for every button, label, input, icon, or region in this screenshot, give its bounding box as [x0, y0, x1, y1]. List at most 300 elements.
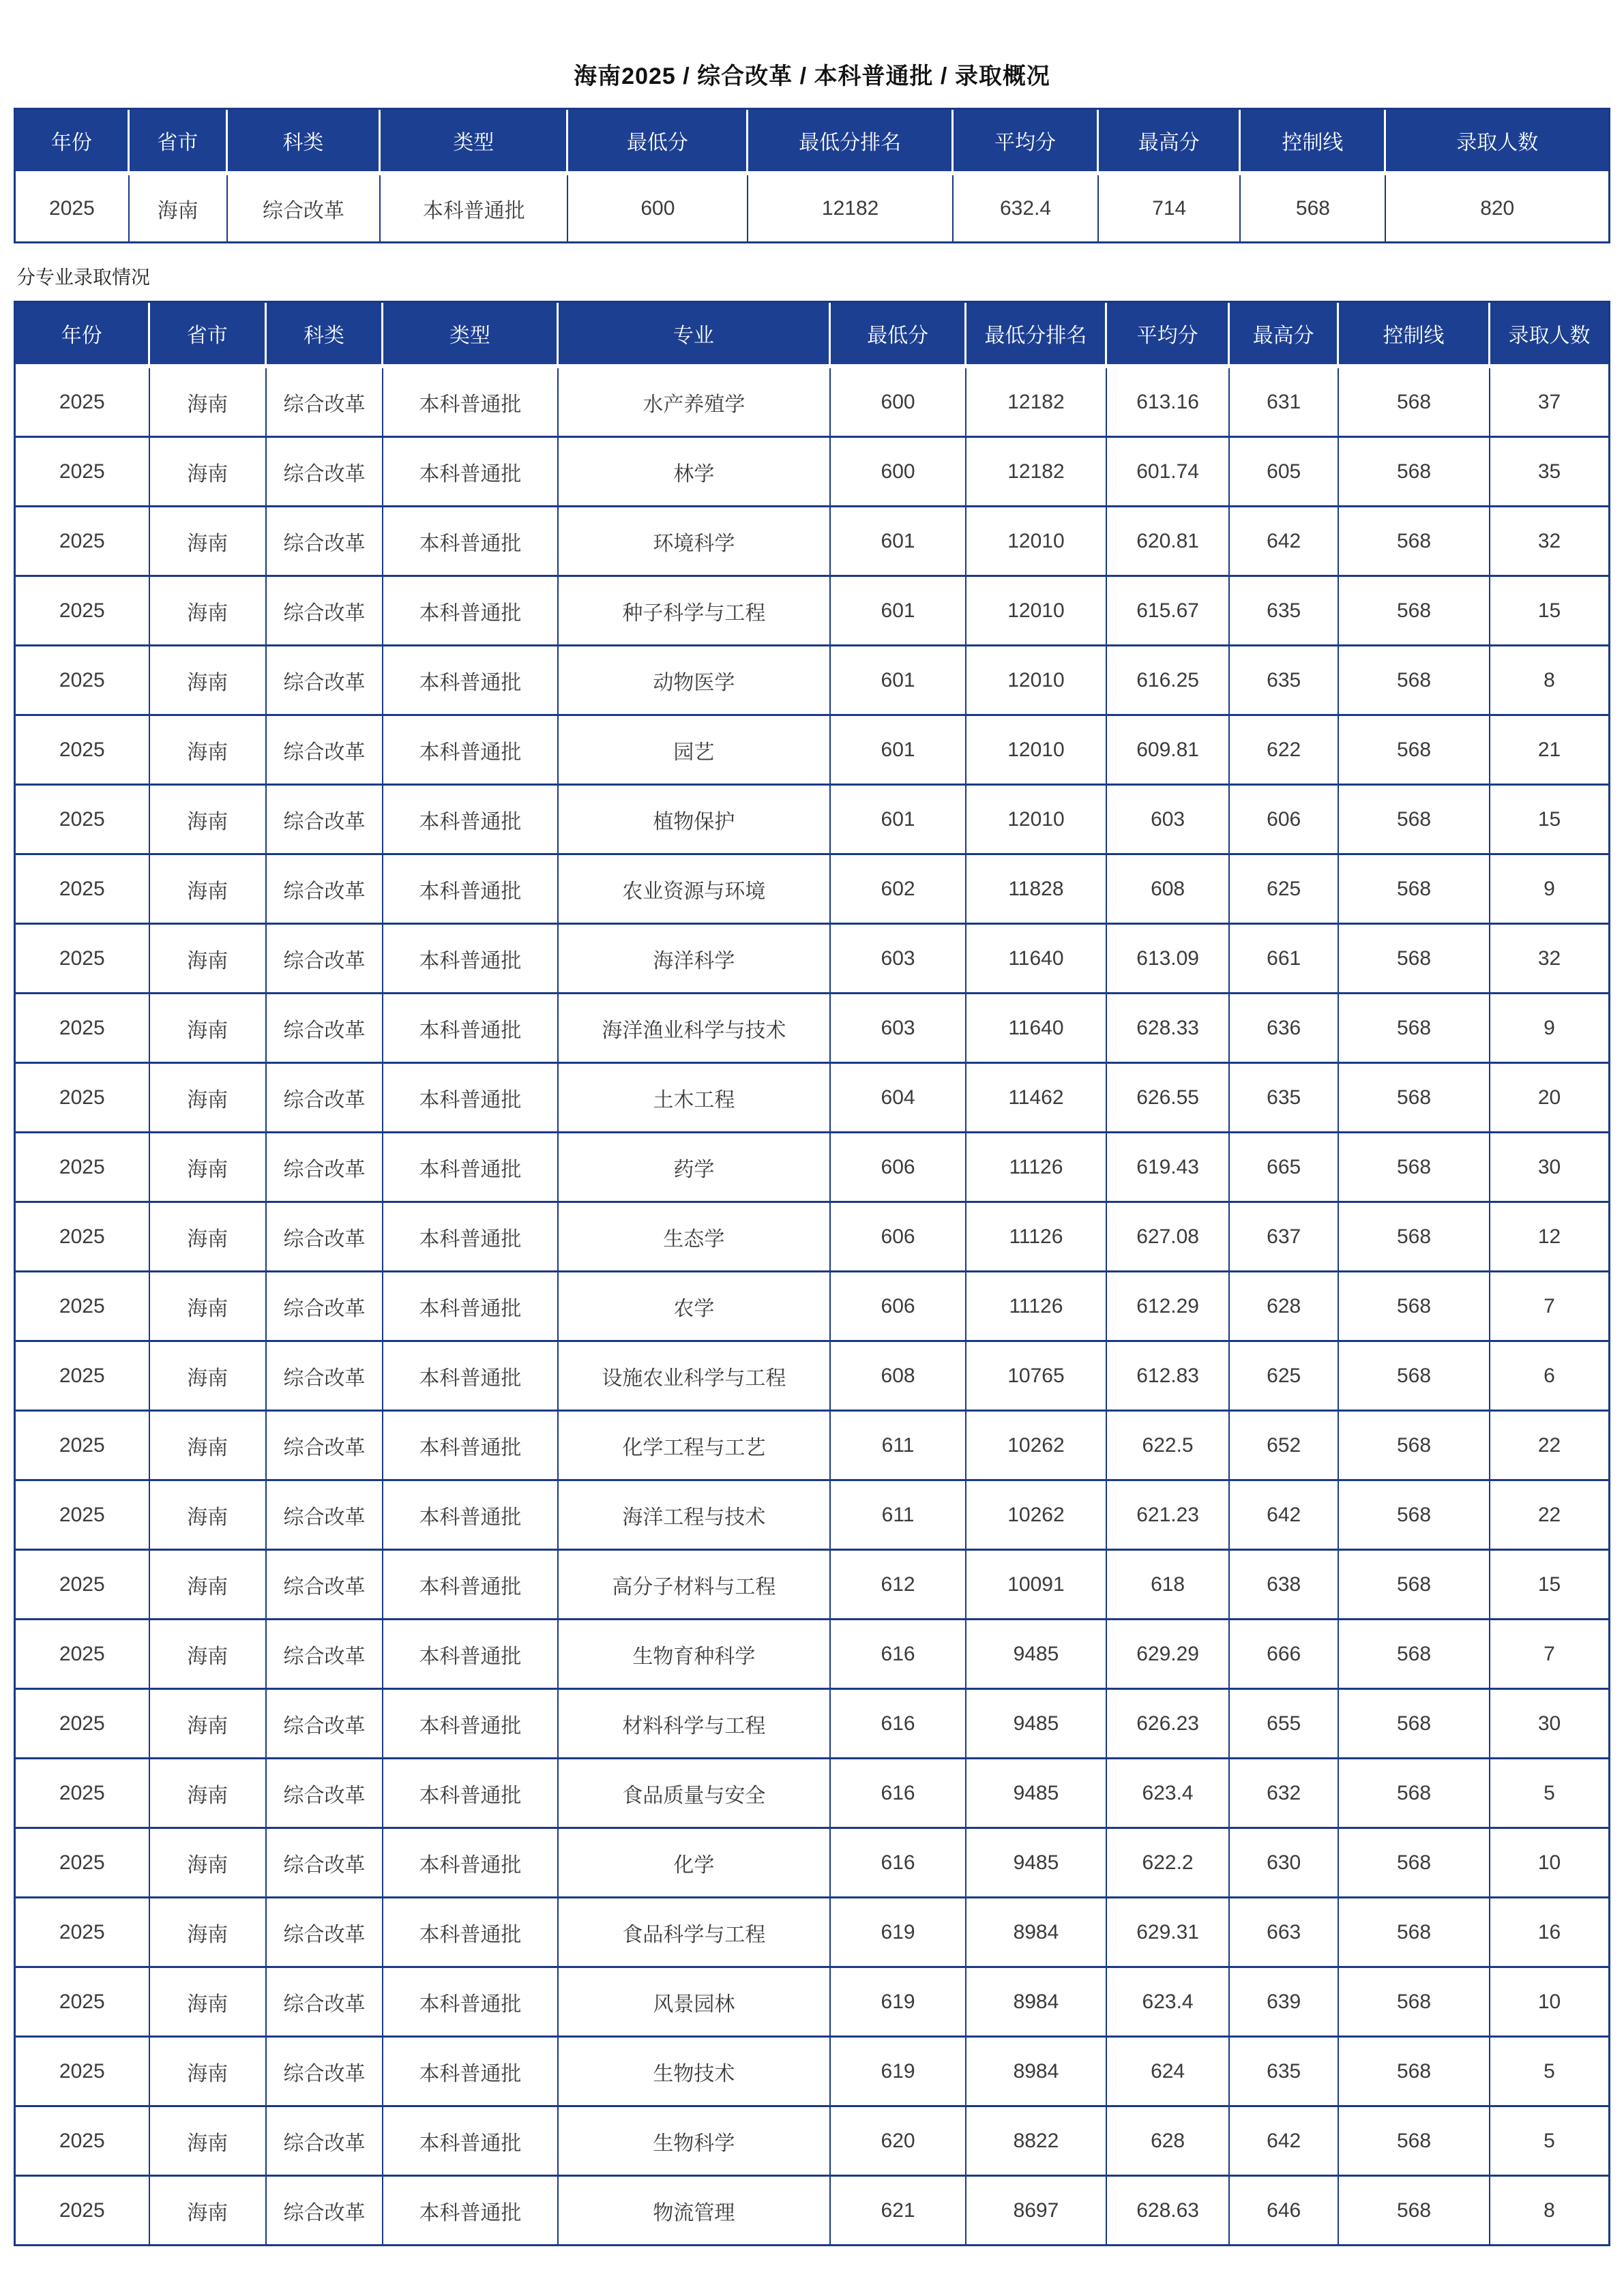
major-table-header-min-score-rank: 最低分排名: [966, 303, 1107, 368]
major-table-header-major: 专业: [559, 303, 831, 368]
major-table-cell-26-category: 综合改革: [267, 2177, 383, 2244]
major-table-cell-9-control-line: 568: [1339, 994, 1490, 1064]
major-table-cell-5-admit-count: 21: [1490, 716, 1608, 786]
overview-table-cell-0-year: 2025: [16, 175, 130, 241]
major-table-cell-2-province: 海南: [150, 507, 267, 577]
major-table-cell-8-min-score: 603: [831, 925, 966, 994]
section-label-major-breakdown: 分专业录取情况: [16, 267, 151, 288]
major-table-cell-25-min-score: 620: [831, 2107, 966, 2177]
major-table-cell-23-major: 风景园林: [559, 1968, 831, 2038]
major-table-cell-4-min-score-rank: 12010: [966, 646, 1107, 716]
major-table-header-min-score: 最低分: [831, 303, 966, 368]
major-table-cell-19-min-score: 616: [831, 1690, 966, 1759]
major-table-cell-10-max-score: 635: [1230, 1064, 1339, 1133]
overview-table-cell-0-min-score: 600: [568, 175, 748, 241]
major-table-cell-23-category: 综合改革: [267, 1968, 383, 2038]
major-table-cell-1-category: 综合改革: [267, 438, 383, 507]
major-table-cell-10-control-line: 568: [1339, 1064, 1490, 1133]
major-table-cell-3-batch-type: 本科普通批: [383, 577, 559, 646]
major-table-cell-3-year: 2025: [16, 577, 150, 646]
major-table-cell-2-admit-count: 32: [1490, 507, 1608, 577]
major-table-cell-20-category: 综合改革: [267, 1759, 383, 1829]
major-table-row-23: [16, 1968, 1608, 2038]
major-table-row-5: [16, 716, 1608, 786]
major-table-row-24: [16, 2038, 1608, 2107]
major-table-cell-18-max-score: 666: [1230, 1620, 1339, 1690]
major-table-cell-21-category: 综合改革: [267, 1829, 383, 1898]
major-table-cell-19-admit-count: 30: [1490, 1690, 1608, 1759]
major-table-cell-16-min-score-rank: 10262: [966, 1481, 1107, 1551]
major-table-cell-6-max-score: 606: [1230, 786, 1339, 855]
major-table-cell-25-category: 综合改革: [267, 2107, 383, 2177]
major-table-cell-25-control-line: 568: [1339, 2107, 1490, 2177]
major-table-cell-2-control-line: 568: [1339, 507, 1490, 577]
major-table-cell-13-min-score: 606: [831, 1272, 966, 1342]
major-table-cell-20-avg-score: 623.4: [1107, 1759, 1230, 1829]
major-table-cell-1-batch-type: 本科普通批: [383, 438, 559, 507]
major-table-cell-25-major: 生物科学: [559, 2107, 831, 2177]
major-table-cell-14-control-line: 568: [1339, 1342, 1490, 1412]
major-table-cell-14-category: 综合改革: [267, 1342, 383, 1412]
major-table-cell-17-control-line: 568: [1339, 1551, 1490, 1620]
major-table-cell-24-province: 海南: [150, 2038, 267, 2107]
major-table-cell-9-admit-count: 9: [1490, 994, 1608, 1064]
major-table-cell-10-min-score: 604: [831, 1064, 966, 1133]
overview-table-header-year: 年份: [16, 110, 130, 175]
overview-table-cell-0-min-score-rank: 12182: [748, 175, 954, 241]
major-table-cell-24-max-score: 635: [1230, 2038, 1339, 2107]
major-table-row-16: [16, 1481, 1608, 1551]
major-table-cell-6-min-score: 601: [831, 786, 966, 855]
major-table-cell-12-batch-type: 本科普通批: [383, 1203, 559, 1272]
major-table-cell-8-major: 海洋科学: [559, 925, 831, 994]
major-table-cell-0-control-line: 568: [1339, 368, 1490, 438]
major-table-cell-9-max-score: 636: [1230, 994, 1339, 1064]
major-table-cell-9-category: 综合改革: [267, 994, 383, 1064]
major-table-header-avg-score: 平均分: [1107, 303, 1230, 368]
overview-table-cell-0-batch-type: 本科普通批: [381, 175, 568, 241]
major-table-cell-12-admit-count: 12: [1490, 1203, 1608, 1272]
major-table-cell-25-batch-type: 本科普通批: [383, 2107, 559, 2177]
major-table-cell-12-control-line: 568: [1339, 1203, 1490, 1272]
major-table-cell-20-min-score: 616: [831, 1759, 966, 1829]
major-table-cell-21-avg-score: 622.2: [1107, 1829, 1230, 1898]
major-table-cell-22-avg-score: 629.31: [1107, 1898, 1230, 1968]
major-table-cell-19-major: 材料科学与工程: [559, 1690, 831, 1759]
major-table-cell-14-major: 设施农业科学与工程: [559, 1342, 831, 1412]
major-table-cell-19-avg-score: 626.23: [1107, 1690, 1230, 1759]
major-table-row-3: [16, 577, 1608, 646]
major-table-row-22: [16, 1898, 1608, 1968]
major-table-cell-26-year: 2025: [16, 2177, 150, 2244]
major-table-cell-0-category: 综合改革: [267, 368, 383, 438]
major-table-cell-23-min-score: 619: [831, 1968, 966, 2038]
major-table-cell-3-avg-score: 615.67: [1107, 577, 1230, 646]
major-table-cell-12-category: 综合改革: [267, 1203, 383, 1272]
major-table-row-1: [16, 438, 1608, 507]
overview-table-cell-0-max-score: 714: [1099, 175, 1241, 241]
major-table-cell-20-major: 食品质量与安全: [559, 1759, 831, 1829]
major-table-cell-20-province: 海南: [150, 1759, 267, 1829]
major-table-cell-17-min-score: 612: [831, 1551, 966, 1620]
major-table-cell-5-year: 2025: [16, 716, 150, 786]
major-table-cell-26-province: 海南: [150, 2177, 267, 2244]
major-table-cell-13-min-score-rank: 11126: [966, 1272, 1107, 1342]
major-table-cell-23-province: 海南: [150, 1968, 267, 2038]
major-table-cell-14-batch-type: 本科普通批: [383, 1342, 559, 1412]
major-table-cell-8-province: 海南: [150, 925, 267, 994]
major-table-cell-14-min-score-rank: 10765: [966, 1342, 1107, 1412]
major-table-cell-23-avg-score: 623.4: [1107, 1968, 1230, 2038]
major-table-header-category: 科类: [267, 303, 383, 368]
major-table-cell-19-batch-type: 本科普通批: [383, 1690, 559, 1759]
major-table-cell-13-year: 2025: [16, 1272, 150, 1342]
major-table-cell-6-batch-type: 本科普通批: [383, 786, 559, 855]
major-table-cell-17-max-score: 638: [1230, 1551, 1339, 1620]
major-table-cell-2-major: 环境科学: [559, 507, 831, 577]
major-table-cell-9-avg-score: 628.33: [1107, 994, 1230, 1064]
major-table-cell-11-province: 海南: [150, 1133, 267, 1203]
major-table-cell-24-avg-score: 624: [1107, 2038, 1230, 2107]
major-table-row-9: [16, 994, 1608, 1064]
major-table-cell-11-category: 综合改革: [267, 1133, 383, 1203]
major-table-cell-5-min-score: 601: [831, 716, 966, 786]
major-table-row-25: [16, 2107, 1608, 2177]
major-table-cell-0-major: 水产养殖学: [559, 368, 831, 438]
major-table-cell-2-batch-type: 本科普通批: [383, 507, 559, 577]
major-table-cell-4-major: 动物医学: [559, 646, 831, 716]
major-table-cell-11-max-score: 665: [1230, 1133, 1339, 1203]
major-table-cell-25-avg-score: 628: [1107, 2107, 1230, 2177]
major-table-cell-4-year: 2025: [16, 646, 150, 716]
major-table-cell-6-control-line: 568: [1339, 786, 1490, 855]
major-table-cell-15-max-score: 652: [1230, 1412, 1339, 1481]
major-table-cell-26-avg-score: 628.63: [1107, 2177, 1230, 2244]
major-table-cell-0-min-score: 600: [831, 368, 966, 438]
major-table-header-max-score: 最高分: [1230, 303, 1339, 368]
major-table-cell-21-min-score-rank: 9485: [966, 1829, 1107, 1898]
major-table-cell-1-avg-score: 601.74: [1107, 438, 1230, 507]
major-table-cell-7-avg-score: 608: [1107, 855, 1230, 925]
major-table-cell-13-admit-count: 7: [1490, 1272, 1608, 1342]
major-table-cell-12-avg-score: 627.08: [1107, 1203, 1230, 1272]
overview-header-row: [16, 110, 1608, 175]
major-table-cell-10-min-score-rank: 11462: [966, 1064, 1107, 1133]
major-table-cell-2-min-score-rank: 12010: [966, 507, 1107, 577]
major-table-cell-11-control-line: 568: [1339, 1133, 1490, 1203]
major-table-header-year: 年份: [16, 303, 150, 368]
overview-table-cell-0-category: 综合改革: [228, 175, 381, 241]
major-table-header: [16, 303, 1608, 368]
major-table-cell-14-admit-count: 6: [1490, 1342, 1608, 1412]
major-table-cell-21-max-score: 630: [1230, 1829, 1339, 1898]
major-table-cell-14-year: 2025: [16, 1342, 150, 1412]
major-table-cell-6-category: 综合改革: [267, 786, 383, 855]
major-table-cell-16-control-line: 568: [1339, 1481, 1490, 1551]
major-table-row-14: [16, 1342, 1608, 1412]
major-table-cell-2-max-score: 642: [1230, 507, 1339, 577]
major-table-cell-14-avg-score: 612.83: [1107, 1342, 1230, 1412]
major-table-cell-25-admit-count: 5: [1490, 2107, 1608, 2177]
major-table-cell-5-major: 园艺: [559, 716, 831, 786]
major-table-row-21: [16, 1829, 1608, 1898]
major-table-cell-7-admit-count: 9: [1490, 855, 1608, 925]
major-table-cell-10-year: 2025: [16, 1064, 150, 1133]
major-table-cell-20-admit-count: 5: [1490, 1759, 1608, 1829]
major-table-cell-22-admit-count: 16: [1490, 1898, 1608, 1968]
major-table-cell-16-province: 海南: [150, 1481, 267, 1551]
major-table-cell-22-max-score: 663: [1230, 1898, 1339, 1968]
major-table-cell-5-province: 海南: [150, 716, 267, 786]
major-table-cell-6-province: 海南: [150, 786, 267, 855]
major-table-cell-26-max-score: 646: [1230, 2177, 1339, 2244]
major-table-cell-6-admit-count: 15: [1490, 786, 1608, 855]
major-table-cell-24-year: 2025: [16, 2038, 150, 2107]
major-table-cell-20-year: 2025: [16, 1759, 150, 1829]
major-table-cell-24-min-score: 619: [831, 2038, 966, 2107]
major-table-cell-8-batch-type: 本科普通批: [383, 925, 559, 994]
major-table-cell-22-batch-type: 本科普通批: [383, 1898, 559, 1968]
major-table-cell-16-year: 2025: [16, 1481, 150, 1551]
major-table-cell-8-avg-score: 613.09: [1107, 925, 1230, 994]
major-table-cell-7-min-score: 602: [831, 855, 966, 925]
major-table-cell-18-major: 生物育种科学: [559, 1620, 831, 1690]
major-table-cell-22-control-line: 568: [1339, 1898, 1490, 1968]
major-table-cell-23-admit-count: 10: [1490, 1968, 1608, 2038]
major-table-cell-11-admit-count: 30: [1490, 1133, 1608, 1203]
major-table-cell-15-province: 海南: [150, 1412, 267, 1481]
major-header-row: [16, 303, 1608, 368]
major-table-cell-6-avg-score: 603: [1107, 786, 1230, 855]
overview-table-header-min-score-rank: 最低分排名: [748, 110, 954, 175]
major-table-cell-1-admit-count: 35: [1490, 438, 1608, 507]
major-table-cell-0-min-score-rank: 12182: [966, 368, 1107, 438]
major-table-cell-1-min-score: 600: [831, 438, 966, 507]
major-table-cell-21-major: 化学: [559, 1829, 831, 1898]
major-table-cell-10-province: 海南: [150, 1064, 267, 1133]
major-table-cell-2-avg-score: 620.81: [1107, 507, 1230, 577]
major-table-cell-4-category: 综合改革: [267, 646, 383, 716]
major-table-header-province: 省市: [150, 303, 267, 368]
major-table-cell-7-control-line: 568: [1339, 855, 1490, 925]
major-table-row-11: [16, 1133, 1608, 1203]
major-table-cell-22-province: 海南: [150, 1898, 267, 1968]
major-table-cell-18-admit-count: 7: [1490, 1620, 1608, 1690]
major-table-cell-9-province: 海南: [150, 994, 267, 1064]
major-table-row-17: [16, 1551, 1608, 1620]
overview-table-header-avg-score: 平均分: [954, 110, 1099, 175]
major-table-cell-26-min-score: 621: [831, 2177, 966, 2244]
major-table-cell-19-control-line: 568: [1339, 1690, 1490, 1759]
major-table-cell-0-batch-type: 本科普通批: [383, 368, 559, 438]
major-table-row-15: [16, 1412, 1608, 1481]
major-table-cell-17-province: 海南: [150, 1551, 267, 1620]
major-table-cell-7-batch-type: 本科普通批: [383, 855, 559, 925]
major-table-cell-7-year: 2025: [16, 855, 150, 925]
major-table-cell-18-avg-score: 629.29: [1107, 1620, 1230, 1690]
major-table-cell-0-province: 海南: [150, 368, 267, 438]
major-table-cell-17-avg-score: 618: [1107, 1551, 1230, 1620]
major-table-cell-20-control-line: 568: [1339, 1759, 1490, 1829]
major-table-row-19: [16, 1690, 1608, 1759]
major-table-header-batch-type: 类型: [383, 303, 559, 368]
major-table-cell-9-min-score-rank: 11640: [966, 994, 1107, 1064]
major-table-cell-24-min-score-rank: 8984: [966, 2038, 1107, 2107]
major-table-cell-5-min-score-rank: 12010: [966, 716, 1107, 786]
major-table-cell-5-category: 综合改革: [267, 716, 383, 786]
major-table-cell-4-avg-score: 616.25: [1107, 646, 1230, 716]
major-table-header-control-line: 控制线: [1339, 303, 1490, 368]
major-table-cell-12-province: 海南: [150, 1203, 267, 1272]
major-table-cell-21-control-line: 568: [1339, 1829, 1490, 1898]
major-table-cell-4-batch-type: 本科普通批: [383, 646, 559, 716]
major-table-cell-8-year: 2025: [16, 925, 150, 994]
page-title: 海南2025 / 综合改革 / 本科普通批 / 录取概况: [574, 63, 1050, 89]
major-table-cell-24-batch-type: 本科普通批: [383, 2038, 559, 2107]
major-table-cell-14-min-score: 608: [831, 1342, 966, 1412]
major-table-cell-22-min-score: 619: [831, 1898, 966, 1968]
major-table-cell-12-year: 2025: [16, 1203, 150, 1272]
major-table-cell-18-control-line: 568: [1339, 1620, 1490, 1690]
major-table-cell-25-year: 2025: [16, 2107, 150, 2177]
major-table-cell-6-year: 2025: [16, 786, 150, 855]
major-table-cell-25-min-score-rank: 8822: [966, 2107, 1107, 2177]
major-table-cell-26-control-line: 568: [1339, 2177, 1490, 2244]
major-table-cell-11-min-score: 606: [831, 1133, 966, 1203]
major-table-cell-17-year: 2025: [16, 1551, 150, 1620]
major-table-cell-26-batch-type: 本科普通批: [383, 2177, 559, 2244]
major-table-cell-0-max-score: 631: [1230, 368, 1339, 438]
major-table-cell-24-category: 综合改革: [267, 2038, 383, 2107]
major-table-row-10: [16, 1064, 1608, 1133]
major-table-cell-18-category: 综合改革: [267, 1620, 383, 1690]
major-table-cell-5-control-line: 568: [1339, 716, 1490, 786]
major-table: [14, 301, 1610, 2246]
major-table-cell-10-major: 土木工程: [559, 1064, 831, 1133]
major-table-cell-16-category: 综合改革: [267, 1481, 383, 1551]
major-table-cell-17-admit-count: 15: [1490, 1551, 1608, 1620]
overview-table-header-control-line: 控制线: [1241, 110, 1386, 175]
major-table-cell-26-admit-count: 8: [1544, 2198, 1555, 2222]
major-table-cell-19-province: 海南: [150, 1690, 267, 1759]
major-table-cell-3-province: 海南: [150, 577, 267, 646]
major-table-cell-16-min-score: 611: [831, 1481, 966, 1551]
major-table-cell-8-category: 综合改革: [267, 925, 383, 994]
overview-table-header: [16, 110, 1608, 175]
major-table-cell-17-batch-type: 本科普通批: [383, 1551, 559, 1620]
major-table-cell-5-avg-score: 609.81: [1107, 716, 1230, 786]
major-table-cell-15-avg-score: 622.5: [1107, 1412, 1230, 1481]
major-table-cell-18-min-score-rank: 9485: [966, 1620, 1107, 1690]
major-table-cell-0-admit-count: 37: [1490, 368, 1608, 438]
major-table-cell-3-control-line: 568: [1339, 577, 1490, 646]
major-table-cell-7-province: 海南: [150, 855, 267, 925]
major-table-cell-8-max-score: 661: [1230, 925, 1339, 994]
major-table-cell-17-major: 高分子材料与工程: [559, 1551, 831, 1620]
major-table-cell-12-min-score-rank: 11126: [966, 1203, 1107, 1272]
major-table-row-6: [16, 786, 1608, 855]
major-table-cell-20-max-score: 632: [1230, 1759, 1339, 1829]
major-table-cell-9-min-score: 603: [831, 994, 966, 1064]
major-table-cell-18-year: 2025: [16, 1620, 150, 1690]
major-table-cell-15-year: 2025: [16, 1412, 150, 1481]
overview-table-header-batch-type: 类型: [381, 110, 568, 175]
major-table-cell-4-max-score: 635: [1230, 646, 1339, 716]
major-table-cell-7-max-score: 625: [1230, 855, 1339, 925]
major-table-cell-7-min-score-rank: 11828: [966, 855, 1107, 925]
major-table-row-12: [16, 1203, 1608, 1272]
major-table-cell-16-max-score: 642: [1230, 1481, 1339, 1551]
major-table-cell-26-major: 物流管理: [559, 2177, 831, 2244]
major-table-cell-15-major: 化学工程与工艺: [559, 1412, 831, 1481]
major-table-cell-24-admit-count: 5: [1490, 2038, 1608, 2107]
major-table-cell-23-year: 2025: [16, 1968, 150, 2038]
major-table-cell-10-category: 综合改革: [267, 1064, 383, 1133]
major-table-row-7: [16, 855, 1608, 925]
major-table-cell-17-category: 综合改革: [267, 1551, 383, 1620]
major-table-cell-25-max-score: 642: [1230, 2107, 1339, 2177]
major-table-cell-16-avg-score: 621.23: [1107, 1481, 1230, 1551]
major-table-cell-9-year: 2025: [16, 994, 150, 1064]
major-table-cell-7-major: 农业资源与环境: [559, 855, 831, 925]
major-table-cell-4-province: 海南: [150, 646, 267, 716]
major-table-cell-21-year: 2025: [16, 1829, 150, 1898]
major-table-cell-1-control-line: 568: [1339, 438, 1490, 507]
major-table-cell-20-min-score-rank: 9485: [966, 1759, 1107, 1829]
major-table-cell-11-major: 药学: [559, 1133, 831, 1203]
major-table-cell-13-category: 综合改革: [267, 1272, 383, 1342]
major-table-cell-23-batch-type: 本科普通批: [383, 1968, 559, 2038]
overview-table-cell-0-province: 海南: [130, 175, 228, 241]
major-table-cell-19-max-score: 655: [1230, 1690, 1339, 1759]
major-table-cell-8-admit-count: 32: [1490, 925, 1608, 994]
major-table-cell-16-batch-type: 本科普通批: [383, 1481, 559, 1551]
major-table-cell-21-batch-type: 本科普通批: [383, 1829, 559, 1898]
major-table-row-2: [16, 507, 1608, 577]
major-table-cell-6-min-score-rank: 12010: [966, 786, 1107, 855]
major-table-cell-13-batch-type: 本科普通批: [383, 1272, 559, 1342]
major-table-cell-12-min-score: 606: [831, 1203, 966, 1272]
major-table-cell-15-control-line: 568: [1339, 1412, 1490, 1481]
major-table-cell-24-control-line: 568: [1339, 2038, 1490, 2107]
major-table-cell-18-min-score: 616: [831, 1620, 966, 1690]
overview-table-header-min-score: 最低分: [568, 110, 748, 175]
major-table-cell-2-year: 2025: [16, 507, 150, 577]
overview-table-cell-0-avg-score: 632.4: [954, 175, 1099, 241]
major-table-cell-19-year: 2025: [16, 1690, 150, 1759]
major-table-cell-0-year: 2025: [16, 368, 150, 438]
major-table-cell-22-min-score-rank: 8984: [966, 1898, 1107, 1968]
major-table-cell-13-province: 海南: [150, 1272, 267, 1342]
major-table-cell-12-max-score: 637: [1230, 1203, 1339, 1272]
major-table-cell-3-min-score-rank: 12010: [966, 577, 1107, 646]
major-table-cell-11-batch-type: 本科普通批: [383, 1133, 559, 1203]
major-table-body: [16, 368, 1608, 2244]
major-table-header-admit-count: 录取人数: [1490, 303, 1608, 368]
overview-table: [14, 108, 1610, 243]
major-table-cell-14-max-score: 625: [1230, 1342, 1339, 1412]
major-table-cell-11-min-score-rank: 11126: [966, 1133, 1107, 1203]
major-table-cell-21-admit-count: 10: [1490, 1829, 1608, 1898]
major-table-cell-7-category: 综合改革: [267, 855, 383, 925]
major-table-cell-19-min-score-rank: 9485: [966, 1690, 1107, 1759]
major-table-cell-26-min-score-rank: 8697: [966, 2177, 1107, 2244]
major-table-cell-3-category: 综合改革: [267, 577, 383, 646]
major-table-cell-4-admit-count: 8: [1490, 646, 1608, 716]
major-table-cell-15-admit-count: 22: [1490, 1412, 1608, 1481]
major-table-cell-22-major: 食品科学与工程: [559, 1898, 831, 1968]
major-table-cell-23-min-score-rank: 8984: [966, 1968, 1107, 2038]
